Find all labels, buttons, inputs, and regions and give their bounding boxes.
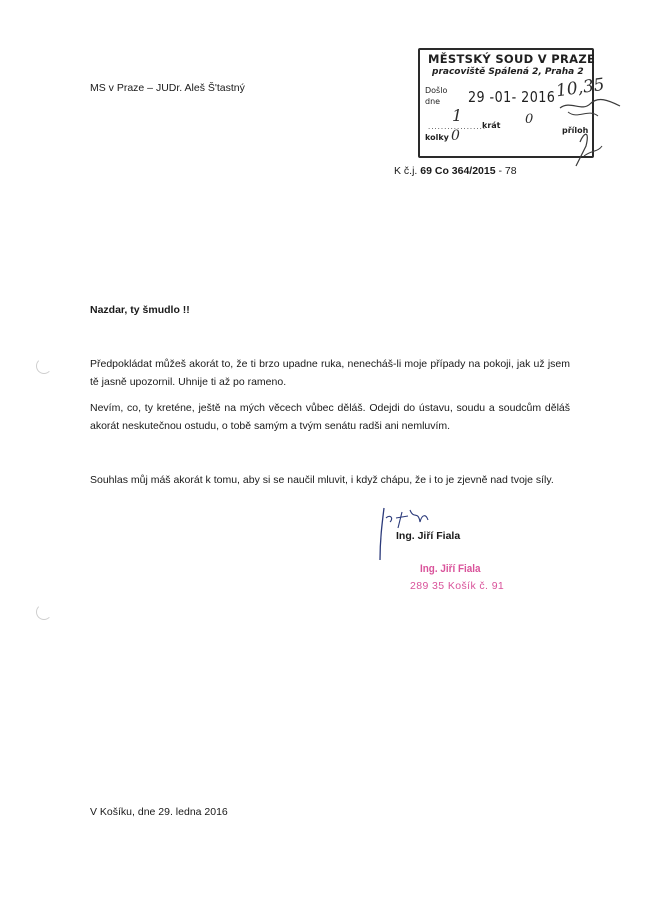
stamp-subtitle: pracoviště Spálená 2, Praha 2 [432, 67, 584, 77]
stamp-day-label: dne [425, 97, 441, 106]
stamp-handwritten-stamps: 0 [451, 128, 460, 144]
sender-stamp-name: Ing. Jiří Fiala [420, 563, 481, 575]
handwritten-initials-scribble [540, 60, 660, 180]
case-reference-number: 69 Co 364/2015 [420, 165, 496, 177]
signature-name: Ing. Jiří Fiala [396, 530, 461, 542]
stamp-handwritten-copies: 1 [452, 106, 463, 125]
stamp-handwritten-time: 10,35 [554, 74, 606, 102]
stamp-title: MĚSTSKÝ SOUD V PRAZE [428, 52, 596, 66]
stamp-attachments-label: příloh [562, 126, 589, 135]
paragraph-1: Předpokládat můžeš akorát to, že ti brzo upadne ruka, nenecháš-li moje případy na pokoji, jak už jsem tě jasně upozornil. Uhnije ti až po rameno. [90, 358, 570, 388]
paragraph-2: Nevím, co, ty kreténe, ještě na mých věcech vůbec děláš. Odejdi do ústavu, soudu a soudcům děláš akorát neskutečnou ostudu, o tobě samým a tvým senátu radši ani nemluvím. [90, 402, 570, 432]
stamp-date: 29 -01- 2016 [468, 88, 556, 106]
sender-stamp-address: 289 35 Košík č. 91 [410, 580, 505, 592]
recipient-line: MS v Praze – JUDr. Aleš Š'tastný [90, 82, 245, 94]
punch-hole-mark [36, 604, 52, 620]
case-reference [394, 164, 517, 179]
stamp-handwritten-attachments: 0 [525, 112, 534, 127]
punch-hole-mark [36, 358, 52, 374]
paragraph-3: Souhlas můj máš akorát k tomu, aby si se naučil mluvit, i když chápu, že i to je zjevně nad tvoje síly. [90, 474, 554, 486]
place-and-date: V Košíku, dne 29. ledna 2016 [90, 806, 228, 818]
case-reference-suffix: - 78 [498, 165, 517, 177]
case-reference-prefix: K č.j. [394, 165, 418, 177]
salutation: Nazdar, ty šmudlo !! [90, 304, 190, 316]
stamp-stamps-label: kolky [425, 133, 449, 142]
stamp-copies-label: krát [482, 121, 501, 130]
stamp-received-label: Došlo [425, 86, 448, 95]
stamp-dotted-line: .................. [428, 123, 487, 131]
